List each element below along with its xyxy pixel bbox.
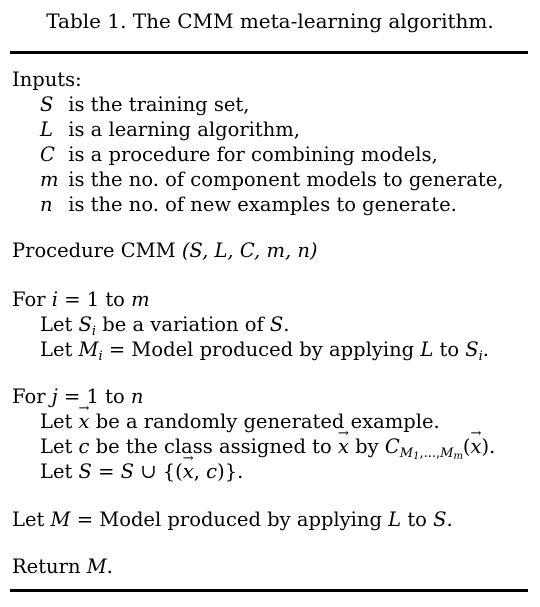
input-text: is a procedure for combining models, [68,143,438,166]
input-text: is the no. of new examples to generate. [68,193,457,216]
input-symbol: n [40,193,53,216]
text: be a randomly generated example. [95,410,440,433]
vector-var: → x [183,459,194,484]
input-item-s [40,92,249,117]
input-text: is a learning algorithm, [68,118,300,141]
procedure-line [12,238,318,263]
subsub-m: m [453,451,463,462]
var: S [433,508,447,531]
input-item-m [40,167,503,192]
combiner-func: C [384,435,400,458]
text: to [439,338,460,361]
subscript: i [91,324,97,339]
vector-var: → x [79,409,90,434]
subscript: i [478,349,483,364]
let-keyword: Let [40,313,73,336]
text: to [407,508,427,531]
func-subscript [400,446,463,461]
let-keyword: Let [40,435,73,458]
text: = Model produced by applying [108,338,415,361]
procedure-label: Procedure CMM [12,239,176,262]
var: S [269,313,284,336]
input-symbol: C [40,143,55,166]
loop1-line2 [40,337,489,369]
paren: ). [481,435,496,458]
input-item-c [40,142,438,167]
procedure-args: (S, L, C, m, n) [181,239,318,262]
top-rule [10,51,528,54]
loop-var: j [51,385,58,408]
let-keyword: Let [40,338,73,361]
var: L [420,338,434,361]
let-keyword: Let [12,508,45,531]
text: be the class assigned to [95,435,332,458]
var: S [78,313,92,336]
input-symbol: m [40,168,59,191]
input-symbol: S [40,93,54,116]
sub-m: M [399,446,414,461]
final-line [12,507,453,532]
loop2-line3 [40,459,243,484]
let-keyword: Let [40,460,73,483]
loop-var: i [51,288,58,311]
text: be a variation of [102,313,264,336]
var: M [50,508,71,531]
return-line [12,554,113,579]
union-op: ∪ {( [140,460,183,483]
punct: . [446,508,453,531]
var: c [78,435,90,458]
loop1-header [12,287,150,312]
vector-var: → x [338,434,349,459]
loop-end: m [131,288,150,311]
sub-m: M [440,446,454,461]
input-text: is the training set, [68,93,250,116]
loop-end: n [130,385,144,408]
sub-dots: ,..., [419,446,441,461]
input-item-n [40,192,457,217]
punct: . [283,313,290,336]
var: M [78,338,99,361]
var: S [78,460,92,483]
var: M [86,555,107,578]
input-text: is the no. of component models to generate, [68,168,504,191]
var: S [120,460,134,483]
input-symbol: L [40,118,53,141]
loop-range: = 1 to [64,288,125,311]
table-caption: Table 1. The CMM meta-learning algorithm. [46,9,494,33]
loop-range: = 1 to [63,385,125,408]
paren: ( [462,435,471,458]
var: c [206,460,218,483]
bottom-rule [10,589,528,592]
inputs-heading: Inputs: [12,68,82,91]
let-keyword: Let [40,410,73,433]
text: by [355,435,379,458]
for-keyword: For [12,288,46,311]
return-keyword: Return [12,555,81,578]
subscript: i [98,349,103,364]
var: L [388,508,402,531]
punct: , [193,460,200,483]
punct: . [482,338,489,361]
punct: . [106,555,113,578]
for-keyword: For [12,385,46,408]
var: S [465,338,479,361]
input-item-l [40,117,300,142]
loop2-line1 [40,409,440,434]
punct: )}. [217,460,244,483]
vector-var: → x [471,434,482,459]
text: = Model produced by applying [76,508,382,531]
subsub-1: 1 [413,451,420,462]
equals: = [98,460,115,483]
